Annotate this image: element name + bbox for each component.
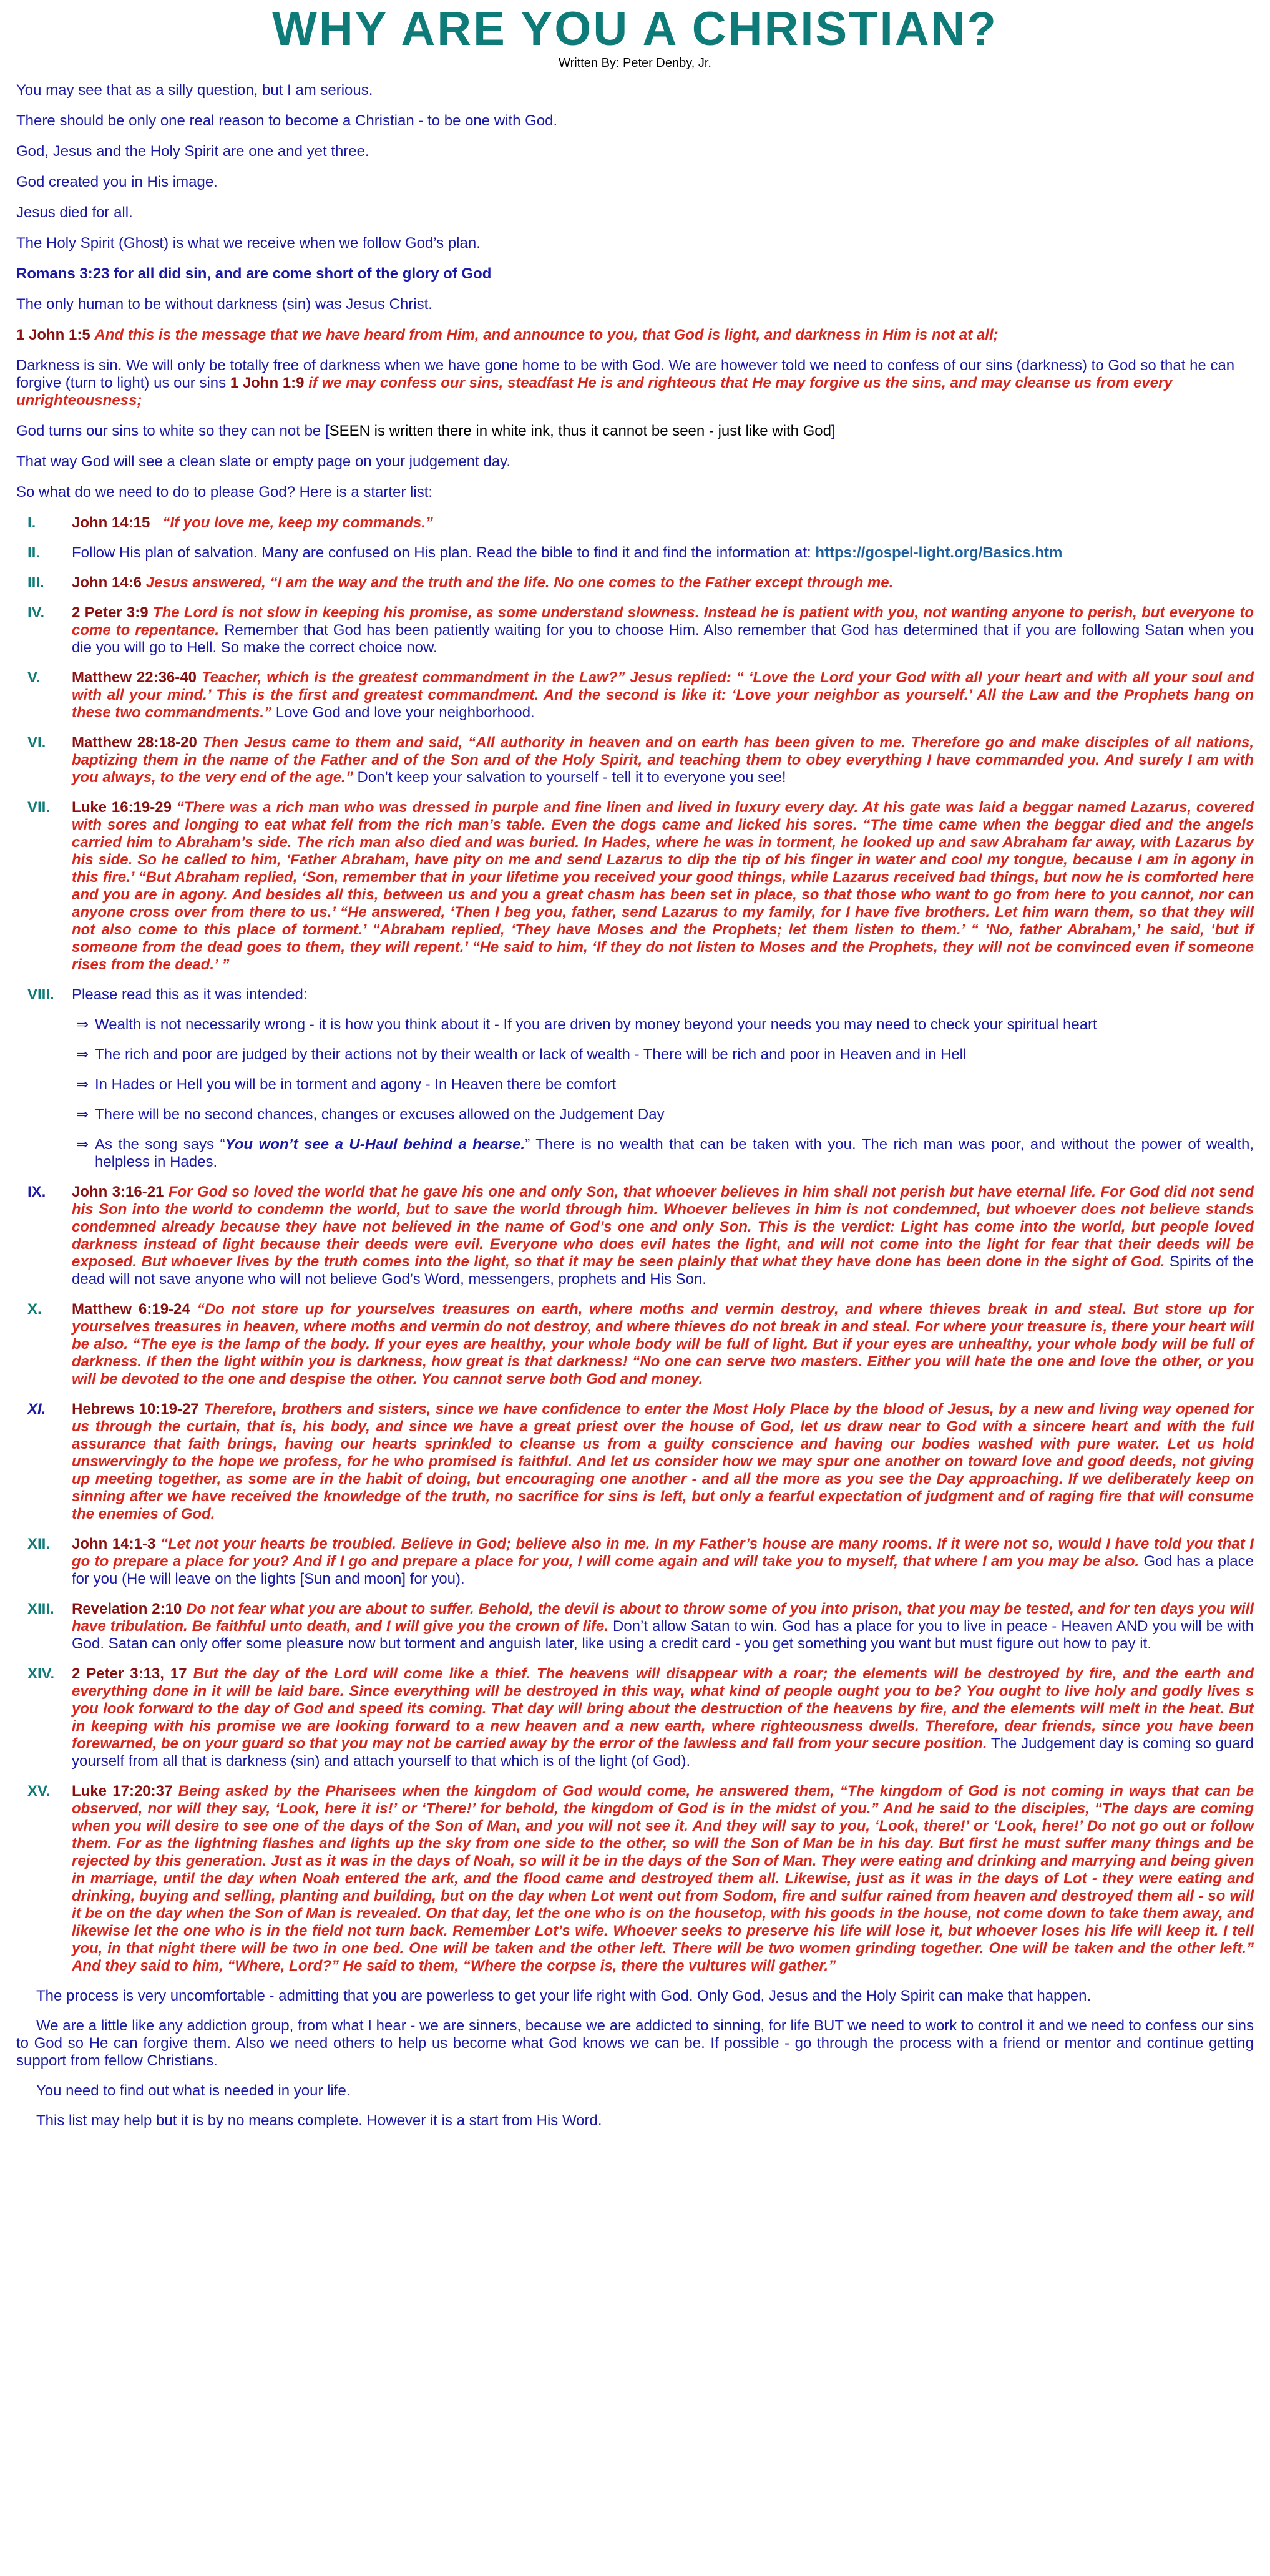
verse-quote: For God so loved the world that he gave his one and only Son, that whoever believes in him shall not perish but have eternal life. For God did not send his Son into the world to condemn the world, but to save the world through him. Whoever believes in him is not condemned, but whoever does not believe stands condemned already because they have not believed in the name of God’s one and only Son. This is the verdict: Light has come into the world, but people loved darkness instead of light because their deeds were evil. Everyone who does evil hates the light, and will not come into the light for fear that their deeds will be exposed. But whoever lives by the truth comes into the light, so that it may be seen plainly that what they have done has been done in the sight of God. xyxy=(72,1183,1254,1270)
list-number: XIV. xyxy=(27,1665,55,1682)
item-text: Please read this as it was intended: xyxy=(72,986,308,1003)
verse-reference: Luke 17:20:37 xyxy=(72,1783,173,1800)
john-1-5-paragraph xyxy=(16,326,1254,344)
paragraph-text: ] xyxy=(831,423,836,439)
author-byline: Written By: Peter Denby, Jr. xyxy=(559,56,711,70)
verse-reference: John 14:15 xyxy=(72,514,150,531)
list-number: III. xyxy=(27,574,44,591)
list-item xyxy=(16,1401,1254,1523)
verse-reference: John 3:16-21 xyxy=(72,1183,164,1200)
list-number: VII. xyxy=(27,799,51,816)
verse-reference: John 14:1-3 xyxy=(72,1535,156,1552)
list-item xyxy=(16,1783,1254,1975)
verse-reference: 1 John 1:5 xyxy=(16,326,90,343)
list-number: X. xyxy=(27,1301,42,1318)
list-item xyxy=(16,1600,1254,1653)
intro-paragraph: So what do we need to do to please God? Here is a starter list: xyxy=(16,484,433,501)
outro-paragraph: The process is very uncomfortable - admitting that you are powerless to get your life right with God. Only God, Jesus and the Holy Spirit can make that happen. xyxy=(36,1987,1092,2004)
salvation-link[interactable]: https://gospel-light.org/Basics.htm xyxy=(815,544,1063,561)
list-number: VI. xyxy=(27,734,46,751)
list-item xyxy=(16,1183,1254,1288)
white-sins-paragraph xyxy=(16,423,1254,440)
hidden-ink-note: SEEN is written there in white ink, thus it cannot be seen - just like with God xyxy=(329,423,831,439)
outro-paragraph: This list may help but it is by no means complete. However it is a start from His Word. xyxy=(36,2112,602,2129)
list-number: VIII. xyxy=(27,986,54,1003)
sub-list-item: ⇒ As the song says “You won’t see a U-Haul behind a hearse.” There is no wealth that can be taken with you. The rich man was poor, and without the power of wealth, helpless in Hades. xyxy=(76,1136,1254,1170)
verse-reference: 2 Peter 3:13, 17 xyxy=(72,1665,187,1682)
verse-quote: And this is the message that we have heard from Him, and announce to you, that God is light, and darkness in Him is not at all; xyxy=(94,326,999,343)
intro-paragraph: God, Jesus and the Holy Spirit are one and yet three. xyxy=(16,143,369,160)
arrow-icon: ⇒ xyxy=(76,1136,89,1153)
item-commentary: Spirits of the dead will not save anyone who will not believe God’s Word, messengers, prophets and His Son. xyxy=(72,1253,1254,1288)
item-text: Follow His plan of salvation. Many are confused on His plan. Read the bible to find it and find the information at: xyxy=(72,544,811,561)
verse-quote: Therefore, brothers and sisters, since we have confidence to enter the Most Holy Place by the blood of Jesus, by a new and living way opened for us through the curtain, that is, his body, and since we have a great priest over the house of God, let us draw near to God with a sincere heart and with the full assurance that faith brings, having our hearts sprinkled to cleanse us from a guilty conscience and having our bodies washed with pure water. Let us hold unswervingly to the hope we profess, for he who promised is faithful. And let us consider how we may spur one another on toward love and good deeds, not giving up meeting together, as some are in the habit of doing, but encouraging one another - and all the more as you see the Day approaching. If we deliberately keep on sinning after we have received the knowledge of the truth, no sacrifice for sins is left, but only a fearful expectation of judgment and of raging fire that will consume the enemies of God. xyxy=(72,1401,1254,1522)
intro-section xyxy=(16,82,1254,501)
intro-paragraph: God created you in His image. xyxy=(16,174,218,190)
page-title: WHY ARE YOU A CHRISTIAN? xyxy=(272,2,998,56)
starter-list xyxy=(16,514,1254,1004)
item-commentary: Sun and moon xyxy=(304,1570,402,1587)
sub-list-item: ⇒ There will be no second chances, changes or excuses allowed on the Judgement Day xyxy=(76,1106,665,1123)
verse-reference: Hebrews 10:19-27 xyxy=(72,1401,199,1418)
intro-paragraph: There should be only one real reason to become a Christian - to be one with God. xyxy=(16,112,558,129)
list-item xyxy=(16,544,1254,562)
paragraph-text: Darkness is sin. We will only be totally free of darkness when we have gone home to be with God. We are however told we need to confess of our sins (darkness) to God so that he can forgive (turn to light) us our sins xyxy=(16,357,1235,391)
verse-quote: But the day of the Lord will come like a thief. The heavens will disappear with a roar; the elements will be destroyed by fire, and the earth and everything done in it will be laid bare. Since everything will be destroyed in this way, what kind of people ought you to be? You ought to live holy and godly lives s you look forward to the day of God and speed its coming. That day will bring about the destruction of the heavens by fire, and the elements will melt in the heat. But in keeping with his promise we are looking forward to a new heaven and a new earth, where righteousness dwells. Therefore, dear friends, since you have been forewarned, be on your guard so that you may not be carried away by the error of the lawless and fall from your secure position. xyxy=(72,1665,1254,1752)
verse-reference: 1 John 1:9 xyxy=(230,375,305,391)
verse-quote: Teacher, which is the greatest commandment in the Law?” Jesus replied: “ ‘Love the Lord your God with all your heart and with all your soul and with all your mind.’ This is the first and greatest commandment. And the second is like it: ‘Love your neighbor as yourself.’ All the Law and the Prophets hang on these two commandments.” xyxy=(72,669,1254,721)
verse-quote: “If you love me, keep my commands.” xyxy=(162,514,433,531)
list-item xyxy=(16,669,1254,722)
outro-paragraph: We are a little like any addiction group, from what I hear - we are sinners, because we are addicted to sinning, for life BUT we need to work to control it and we need to confess our sins to God so He can forgive them. Also we need others to help us become what God knows we can be. If possible - go through the process with a friend or mentor and continue getting support from fellow Christians. xyxy=(16,2017,1254,2069)
intro-paragraph: The only human to be without darkness (sin) was Jesus Christ. xyxy=(16,296,432,313)
verse-quote: Do not fear what you are about to suffer. Behold, the devil is about to throw some of you into prison, that you may be tested, and for ten days you will have tribulation. Be faithful unto death, and I will give you the crown of life. xyxy=(72,1600,1254,1635)
list-number: IV. xyxy=(27,604,45,621)
list-item xyxy=(16,734,1254,786)
item-commentary: ] for you). xyxy=(401,1570,465,1587)
verse-quote: Then Jesus came to them and said, “All authority in heaven and on earth has been given to me. Therefore go and make disciples of all nations, baptizing them in the name of the Father and of the Son and of the Holy Spirit, and teaching them to obey everything I have commanded you. And surely I am with you always, to the very end of the age.” xyxy=(72,734,1254,786)
outro-paragraph: You need to find out what is needed in your life. xyxy=(36,2082,351,2099)
list-item xyxy=(16,1301,1254,1388)
list-item xyxy=(16,1535,1254,1588)
list-item xyxy=(16,514,1254,532)
list-number: XV. xyxy=(27,1783,51,1800)
list-number: XIII. xyxy=(27,1600,54,1617)
verse-reference: Revelation 2:10 xyxy=(72,1600,182,1617)
intro-paragraph: That way God will see a clean slate or empty page on your judgement day. xyxy=(16,453,510,470)
starter-list-continued xyxy=(16,1183,1254,1975)
verse-reference: Matthew 22:36-40 xyxy=(72,669,197,686)
verse-quote: “Let not your hearts be troubled. Believe in God; believe also in me. In my Father’s house are many rooms. If it were not so, would I have told you that I go to prepare a place for you? And if I go and prepare a place for you, I will come again and will take you to myself, that where I am you may be also. xyxy=(72,1535,1254,1570)
list-item xyxy=(16,1665,1254,1770)
intro-paragraph: Jesus died for all. xyxy=(16,204,133,221)
romans-verse: Romans 3:23 for all did sin, and are come short of the glory of God xyxy=(16,265,492,282)
verse-reference: Luke 16:19-29 xyxy=(72,799,172,816)
verse-reference: John 14:6 xyxy=(72,574,142,591)
verse-quote: “Do not store up for yourselves treasures on earth, where moths and vermin destroy, and where thieves break in and steal. But store up for yourselves treasures in heaven, where moths and vermin do not destroy, and where thieves do not break in and steal. For where your treasure is, there your heart will be also. “The eye is the lamp of the body. If your eyes are healthy, your whole body will be full of light. But if your eyes are unhealthy, your whole body will be full of darkness. If then the light within you is darkness, how great is that darkness! “No one can serve two masters. Either you will hate the one and love the other, or you will be devoted to the one and despise the other. You cannot serve both God and money. xyxy=(72,1301,1254,1388)
song-quote: You won’t see a U-Haul behind a hearse. xyxy=(225,1136,525,1153)
arrow-icon: ⇒ xyxy=(76,1046,89,1063)
list-item xyxy=(16,986,1254,1004)
sub-list-item: ⇒ In Hades or Hell you will be in torment and agony - In Heaven there be comfort xyxy=(76,1076,617,1093)
list-number: XII. xyxy=(27,1535,51,1552)
verse-quote: The Lord is not slow in keeping his promise, as some understand slowness. Instead he is patient with you, not wanting anyone to perish, but everyone to come to repentance. xyxy=(72,604,1254,639)
list-number: XI. xyxy=(27,1401,46,1418)
arrow-icon: ⇒ xyxy=(76,1076,89,1093)
list-item xyxy=(16,604,1254,657)
intro-paragraph: The Holy Spirit (Ghost) is what we receive when we follow God’s plan. xyxy=(16,235,481,252)
sub-list xyxy=(16,1016,1254,1171)
outro-section xyxy=(16,1987,1254,2130)
verse-quote: if we may confess our sins, steadfast He is and righteous that He may forgive us the sins, and may cleanse us from every unrighteousness; xyxy=(16,375,1173,409)
arrow-icon: ⇒ xyxy=(76,1016,89,1033)
item-commentary: Love God and love your neighborhood. xyxy=(275,704,535,721)
verse-quote: “There was a rich man who was dressed in purple and fine linen and lived in luxury every day. At his gate was laid a beggar named Lazarus, covered with sores and longing to eat what fell from the rich man’s table. Even the dogs came and licked his sores. “The time came when the beggar died and the angels carried him to Abraham’s side. The rich man also died and was buried. In Hades, where he was in torment, he looked up and saw Abraham far away, with Lazarus by his side. So he called to him, ‘Father Abraham, have pity on me and send Lazarus to dip the tip of his finger in water and cool my tongue, because I am in agony in this fire.’ “But Abraham replied, ‘Son, remember that in your lifetime you received your good things, while Lazarus received bad things, but now he is comforted here and you are in agony. And besides all this, between us and you a great chasm has been set in place, so that those who want to go from here to you cannot, nor can anyone cross over from there to us.’ “He answered, ‘Then I beg you, father, send Lazarus to my family, for I have five brothers. Let him warn them, so that they will not also come to this place of torment.’ “Abraham replied, ‘They have Moses and the Prophets; let them listen to them.’ “ ‘No, father Abraham,’ he said, ‘but if someone from the dead goes to them, they will repent.’ “He said to him, ‘If they do not listen to Moses and the Prophets, they will not be convinced even if someone rises from the dead.’ ” xyxy=(72,799,1254,973)
arrow-icon: ⇒ xyxy=(76,1106,89,1123)
item-commentary: God has a place for you (He will leave on the lights [ xyxy=(72,1553,1254,1587)
list-number: IX. xyxy=(27,1183,46,1200)
list-item xyxy=(16,574,1254,592)
intro-paragraph: You may see that as a silly question, but I am serious. xyxy=(16,82,373,99)
list-number: V. xyxy=(27,669,41,686)
verse-reference: Matthew 6:19-24 xyxy=(72,1301,190,1318)
item-commentary: The Judgement day is coming so guard yourself from all that is darkness (sin) and attach yourself to that which is of the light (of God). xyxy=(72,1735,1254,1770)
item-commentary: Don’t keep your salvation to yourself - tell it to everyone you see! xyxy=(357,769,786,786)
verse-quote: Being asked by the Pharisees when the kingdom of God would come, he answered them, “The kingdom of God is not coming in ways that can be observed, nor will they say, ‘Look, here it is!’ or ‘There!’ for behold, the kingdom of God is in the midst of you.” And he said to the disciples, “The days are coming when you will desire to see one of the days of the Son of Man, and you will not see it. And they will say to you, ‘Look, there!’ or ‘Look, here!’ Do not go out or follow them. For as the lightning flashes and lights up the sky from one side to the other, so will the Son of Man be in his day. But first he must suffer many things and be rejected by this generation. Just as it was in the days of Noah, so will it be in the days of the Son of Man. They were eating and drinking and marrying and being given in marriage, until the day when Noah entered the ark, and the flood came and destroyed them all. Likewise, just as it was in the days of Lot - they were eating and drinking, buying and selling, planting and building, but on the day when Lot went out from Sodom, fire and sulfur rained from heaven and destroyed them all - so will it be on the day when the Son of Man is revealed. On that day, let the one who is on the housetop, with his goods in the house, not come down to take them away, and likewise let the one who is in the field not turn back. Remember Lot’s wife. Whoever seeks to preserve his life will lose it, but whoever loses his life will keep it. I tell you, in that night there will be two in one bed. One will be taken and the other left. There will be two women grinding together. One will be taken and the other left.” And they said to him, “Where, Lord?” He said to them, “Where the corpse is, there the vultures will gather.” xyxy=(72,1783,1254,1974)
paragraph-text: God turns our sins to white so they can not be [ xyxy=(16,423,330,439)
list-number: I. xyxy=(27,514,36,531)
darkness-paragraph xyxy=(16,357,1254,409)
verse-reference: Matthew 28:18-20 xyxy=(72,734,197,751)
list-number: II. xyxy=(27,544,41,561)
verse-quote: Jesus answered, “I am the way and the truth and the life. No one comes to the Father except through me. xyxy=(145,574,894,591)
verse-reference: 2 Peter 3:9 xyxy=(72,604,149,621)
sub-list-item: ⇒ Wealth is not necessarily wrong - it is how you think about it - If you are driven by money beyond your needs you may need to check your spiritual heart xyxy=(76,1016,1097,1033)
list-item xyxy=(16,799,1254,974)
item-commentary: Remember that God has been patiently waiting for you to choose Him. Also remember that God has determined that if you are following Satan when you die you will go to Hell. So make the correct choice now. xyxy=(72,622,1254,656)
sub-list-item: ⇒ The rich and poor are judged by their actions not by their wealth or lack of wealth - There will be rich and poor in Heaven and in Hell xyxy=(76,1046,967,1063)
item-commentary: Don’t allow Satan to win. God has a place for you to live in peace - Heaven AND you will be with God. Satan can only offer some pleasure now but torment and anguish later, like using a credit card - you get something you want but must figure out how to pay it. xyxy=(72,1618,1254,1652)
